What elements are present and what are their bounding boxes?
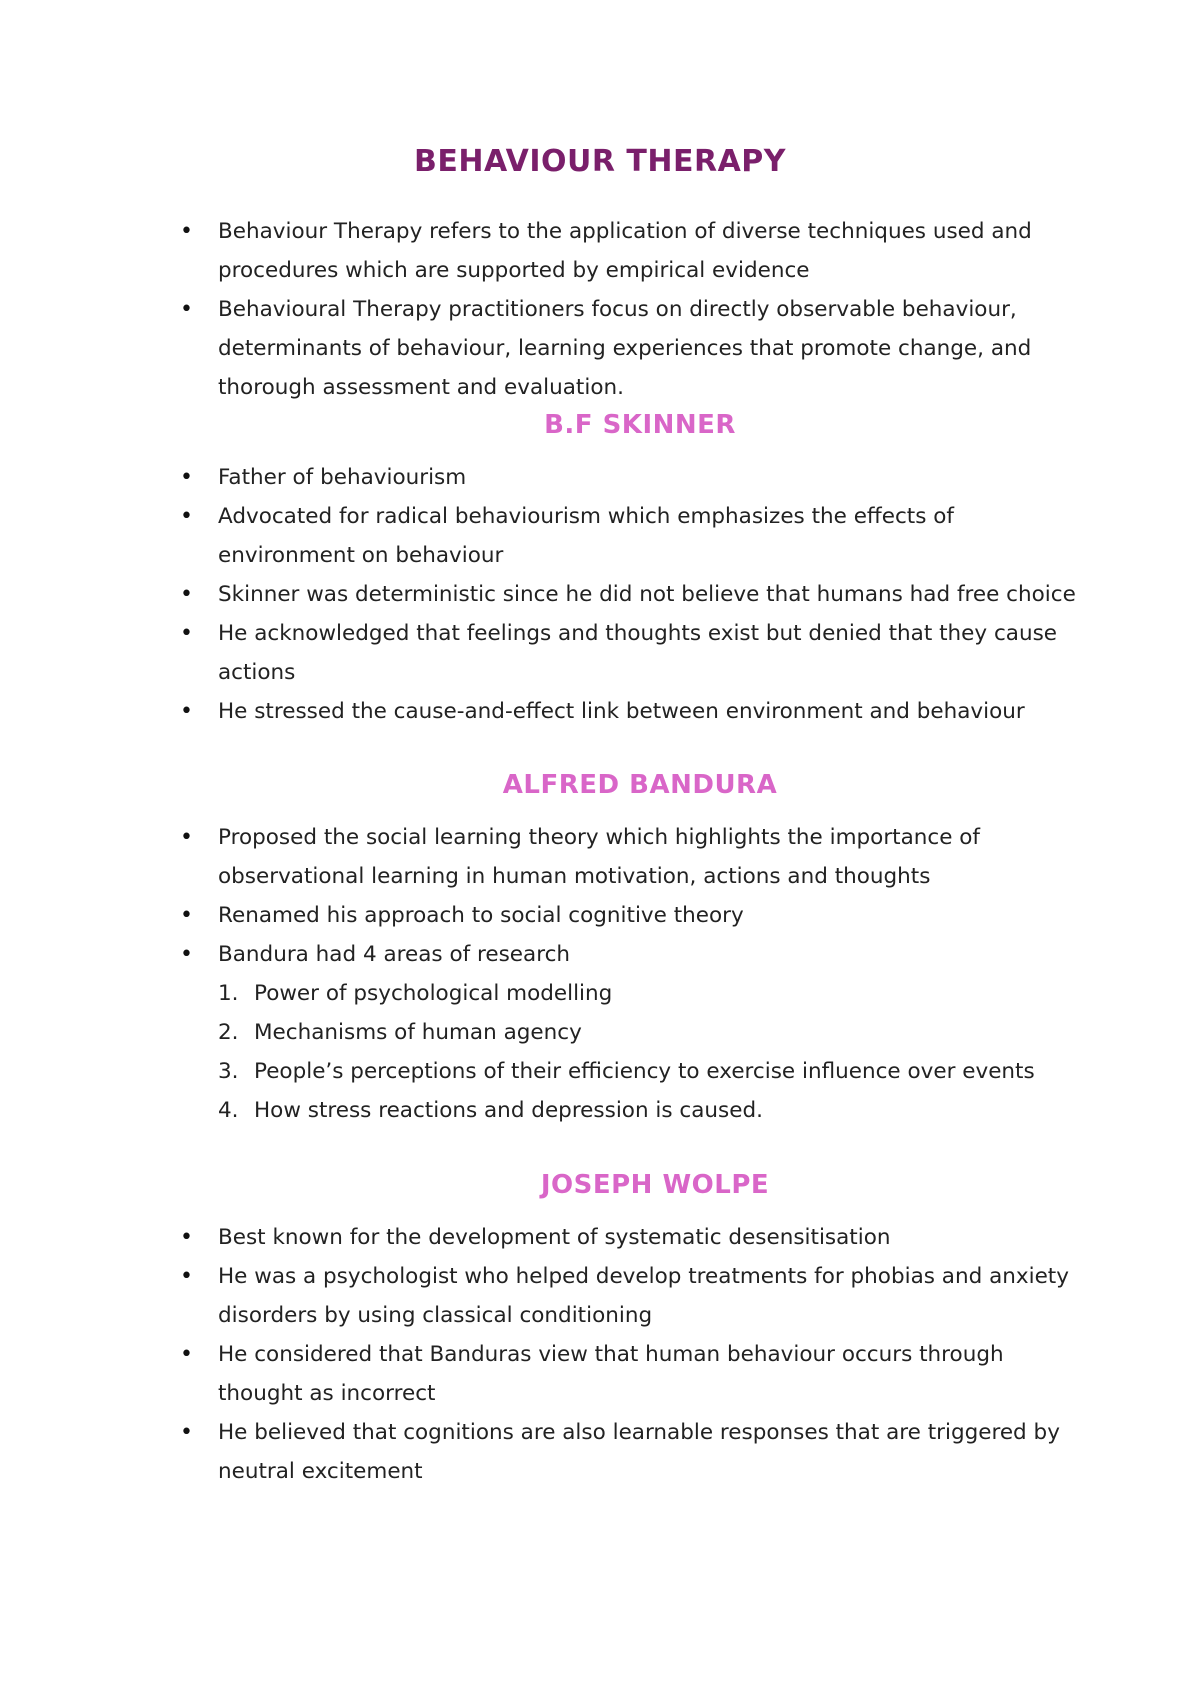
list-item: • Father of behaviourism <box>180 458 1080 497</box>
list-number: 1. <box>218 981 239 1006</box>
list-item: • Behavioural Therapy practitioners focus on directly observable behaviour, determinants of behaviour, learning experiences that promote change, and thorough assessment and evaluation. <box>180 290 1080 407</box>
list-item <box>218 1052 1078 1091</box>
list-item: • Skinner was deterministic since he did not believe that humans had free choice <box>180 575 1080 614</box>
skinner-bullet-list <box>180 458 1080 731</box>
document-title: BEHAVIOUR THERAPY <box>413 144 787 179</box>
list-number: 2. <box>218 1020 239 1045</box>
wolpe-bullet-list <box>180 1218 1080 1491</box>
list-item: • Advocated for radical behaviourism which emphasizes the effects of environment on behaviour <box>180 497 1080 575</box>
list-item <box>218 1091 1078 1130</box>
list-item: • Bandura had 4 areas of research <box>180 935 1080 974</box>
section-heading-wolpe: JOSEPH WOLPE <box>540 1170 770 1200</box>
list-item: • He stressed the cause-and-effect link between environment and behaviour <box>180 692 1080 731</box>
list-item: • He acknowledged that feelings and thoughts exist but denied that they cause actions <box>180 614 1080 692</box>
list-item: • Renamed his approach to social cognitive theory <box>180 896 1080 935</box>
list-item: • He was a psychologist who helped develop treatments for phobias and anxiety disorders by using classical conditioning <box>180 1257 1080 1335</box>
list-item-text: How stress reactions and depression is caused. <box>254 1098 763 1123</box>
section-heading-bandura: ALFRED BANDURA <box>502 770 778 800</box>
list-item <box>218 1013 1078 1052</box>
list-number: 4. <box>218 1098 239 1123</box>
list-item <box>218 974 1078 1013</box>
list-item: • Behaviour Therapy refers to the application of diverse techniques used and procedures which are supported by empirical evidence <box>180 212 1080 290</box>
list-item: • Proposed the social learning theory which highlights the importance of observational learning in human motivation, actions and thoughts <box>180 818 1080 896</box>
list-item: • Best known for the development of systematic desensitisation <box>180 1218 1080 1257</box>
intro-bullet-list <box>180 212 1080 407</box>
section-heading-skinner: B.F SKINNER <box>544 410 736 440</box>
list-item: • He considered that Banduras view that human behaviour occurs through thought as incorrect <box>180 1335 1080 1413</box>
list-item-text: Power of psychological modelling <box>254 981 613 1006</box>
bandura-bullet-list <box>180 818 1080 974</box>
list-item: • He believed that cognitions are also learnable responses that are triggered by neutral excitement <box>180 1413 1080 1491</box>
bandura-research-list <box>218 974 1078 1130</box>
list-number: 3. <box>218 1059 239 1084</box>
list-item-text: People’s perceptions of their efficiency to exercise influence over events <box>254 1059 1035 1084</box>
list-item-text: Mechanisms of human agency <box>254 1020 582 1045</box>
